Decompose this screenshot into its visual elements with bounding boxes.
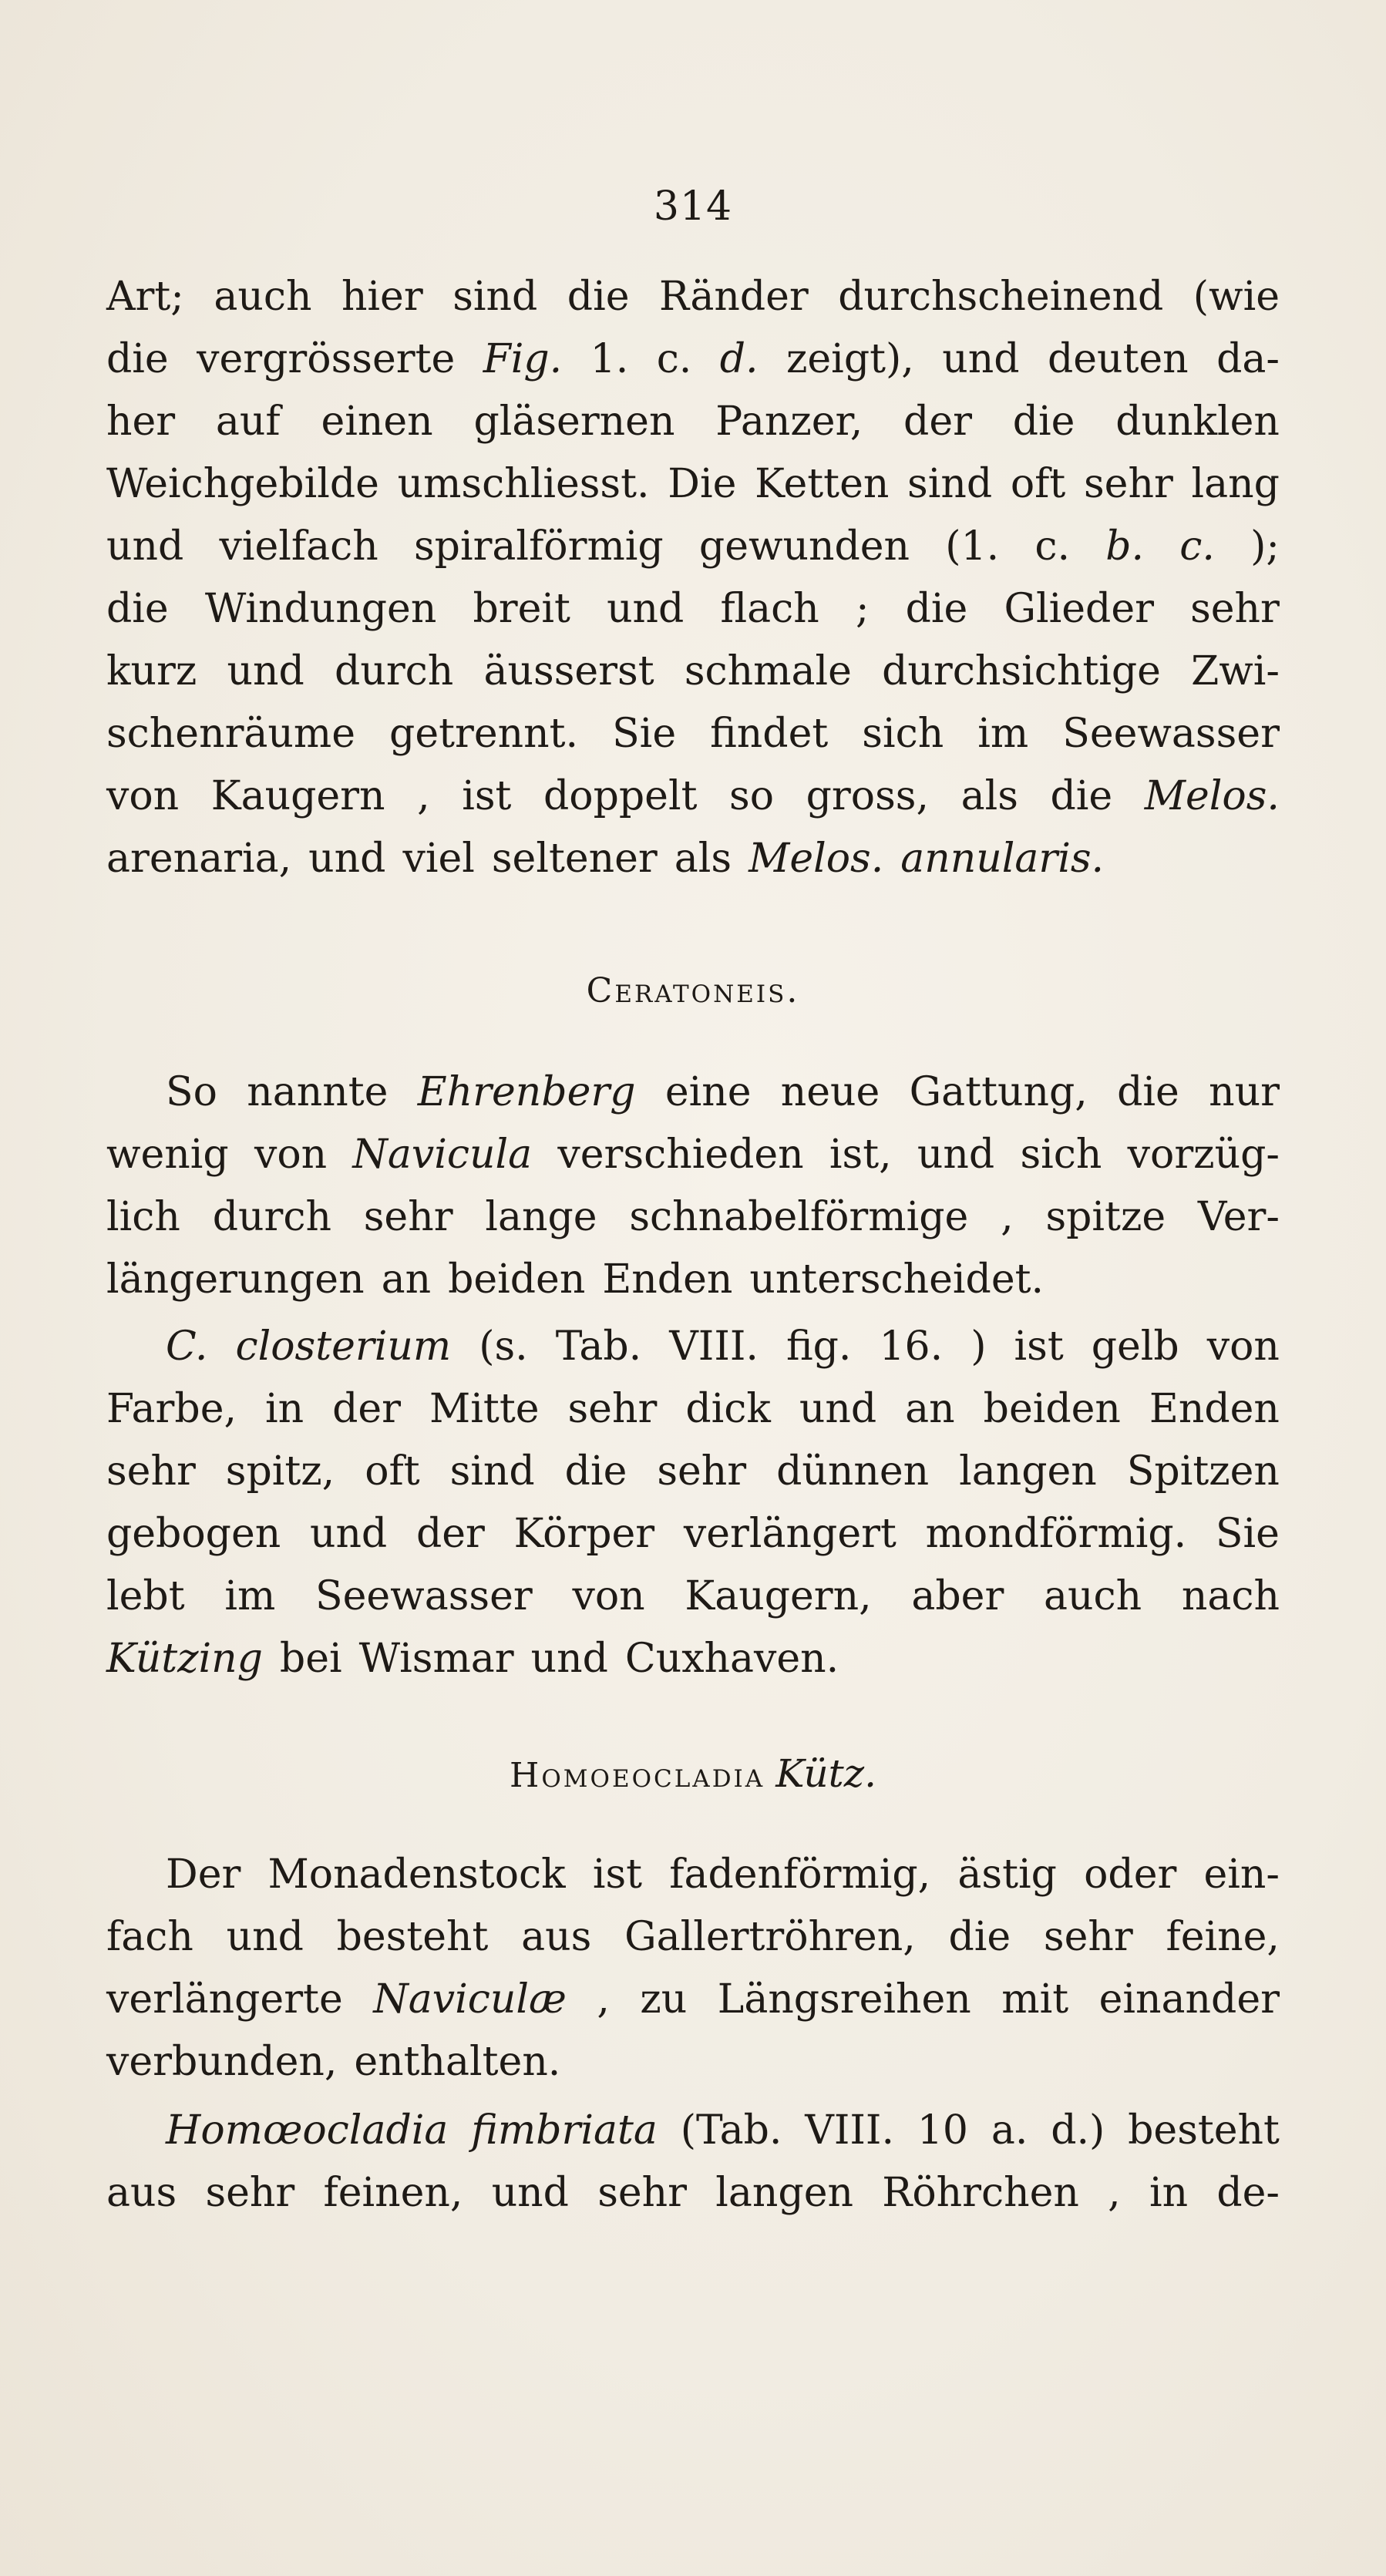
word: oder: [1084, 1851, 1177, 1898]
word: annularis.: [900, 836, 1105, 882]
word: sind: [907, 461, 993, 507]
word: die: [905, 586, 968, 632]
text-line: [106, 1124, 1280, 1186]
word: Glieder: [1004, 586, 1154, 632]
word: sehr: [106, 1448, 196, 1495]
word: gebogen: [106, 1511, 281, 1557]
word: Seewasser: [1062, 711, 1280, 757]
word: sehr: [205, 2170, 295, 2216]
word: und: [308, 836, 386, 882]
word: an: [905, 1386, 955, 1432]
word: schnabelförmige: [629, 1194, 969, 1240]
word: sich: [1020, 1132, 1102, 1178]
word: sehr: [363, 1194, 453, 1240]
word: der: [415, 1511, 485, 1557]
word: feine,: [1166, 1914, 1280, 1960]
word: de-: [1216, 2170, 1280, 2216]
word: ist: [592, 1851, 643, 1898]
word: an: [381, 1256, 432, 1303]
word: Ränder: [659, 274, 809, 320]
word: die: [106, 586, 169, 632]
word: als: [674, 836, 732, 882]
word: c.: [656, 336, 692, 382]
word: zu: [640, 1976, 688, 2023]
word: Windungen: [204, 586, 437, 632]
word: kurz: [106, 648, 197, 694]
paragraph-ceratoneis-intro: [106, 1061, 1280, 1311]
section-heading-ceratoneis: [0, 971, 1386, 1011]
word: ist: [1014, 1323, 1064, 1370]
word: (wie: [1193, 274, 1280, 320]
word: oft: [1010, 461, 1066, 507]
word: und: [917, 1132, 995, 1178]
text-line: [106, 453, 1280, 516]
heading-author: Kütz.: [775, 1751, 876, 1796]
word: Zwi-: [1191, 648, 1280, 694]
word: besteht: [336, 1914, 489, 1960]
word: und: [106, 523, 184, 570]
text-line: [106, 1441, 1280, 1503]
word: da-: [1216, 336, 1280, 382]
word: verlängerte: [106, 1976, 343, 2023]
word: sehr: [597, 2170, 688, 2216]
word: ,: [1001, 1194, 1014, 1240]
word: Spitzen: [1126, 1448, 1280, 1495]
paragraph-closterium: [106, 1316, 1280, 1690]
word: Art;: [106, 274, 184, 320]
word: wenig: [106, 1132, 229, 1178]
text-line: [106, 328, 1280, 391]
word: Die: [668, 461, 737, 507]
text-line: [106, 391, 1280, 453]
word: die: [1012, 399, 1075, 445]
word: und: [607, 586, 685, 632]
word: Monadenstock: [267, 1851, 566, 1898]
word: lange: [485, 1194, 597, 1240]
word: Röhrchen: [882, 2170, 1079, 2216]
word: lich: [106, 1194, 180, 1240]
word: fimbriata: [471, 2107, 658, 2154]
word: Kaugern,: [685, 1573, 872, 1619]
word: gross,: [806, 773, 929, 819]
word: nur: [1209, 1069, 1280, 1115]
paragraph-art: [106, 266, 1280, 890]
word: von: [106, 773, 180, 819]
word: feinen,: [323, 2170, 463, 2216]
word: 10: [917, 2107, 969, 2154]
word: ;: [855, 586, 870, 632]
word: Weichgebilde: [106, 461, 379, 507]
word: äusserst: [483, 648, 654, 694]
word: die: [567, 274, 630, 320]
paragraph-homoeocladia-intro: [106, 1844, 1280, 2093]
word: VIII.: [805, 2107, 895, 2154]
word: sehr: [1043, 1914, 1133, 1960]
text-line: [106, 578, 1280, 641]
word: sehr: [1084, 461, 1173, 507]
word: von: [1206, 1323, 1280, 1370]
word: aus: [521, 1914, 592, 1960]
word: d.): [1051, 2107, 1105, 2154]
word: und: [491, 2170, 569, 2216]
word: verlängert: [683, 1511, 897, 1557]
word: Mitte: [429, 1386, 540, 1432]
word: (1.: [945, 523, 1000, 570]
text-line: [106, 1316, 1280, 1378]
word: ästig: [957, 1851, 1057, 1898]
word: die: [948, 1914, 1011, 1960]
word: 1.: [590, 336, 629, 382]
word: Gattung,: [909, 1069, 1088, 1115]
word: verbunden,: [106, 2039, 338, 2085]
word: her: [106, 399, 176, 445]
word: gelb: [1091, 1323, 1179, 1370]
word: ,: [417, 773, 430, 819]
word: der: [903, 399, 972, 445]
text-line: [106, 1844, 1280, 1906]
heading-text: Homoeocladia: [510, 1756, 765, 1795]
word: einen: [321, 399, 433, 445]
word: mondförmig.: [925, 1511, 1187, 1557]
text-line: [106, 1503, 1280, 1565]
word: eine: [664, 1069, 752, 1115]
text-line: [106, 828, 1280, 890]
paragraph-fimbriata: [106, 2100, 1280, 2225]
word: durch: [212, 1194, 331, 1240]
text-line: [106, 1186, 1280, 1249]
word: Längsreihen: [717, 1976, 971, 2023]
word: die: [1117, 1069, 1179, 1115]
word: schenräume: [106, 711, 355, 757]
text-line: [106, 1378, 1280, 1441]
word: neue: [780, 1069, 880, 1115]
word: nannte: [247, 1069, 389, 1115]
word: ein-: [1203, 1851, 1280, 1898]
word: sehr: [567, 1386, 658, 1432]
word: seltener: [491, 836, 658, 882]
text-line: [106, 641, 1280, 703]
word: Ehrenberg: [417, 1069, 636, 1115]
word: Gallertröhren,: [624, 1914, 916, 1960]
word: umschliesst.: [397, 461, 650, 507]
word: Panzer,: [715, 399, 863, 445]
word: breit: [473, 586, 570, 632]
word: auf: [215, 399, 281, 445]
word: spiralförmig: [413, 523, 664, 570]
word: im: [224, 1573, 276, 1619]
word: durchsichtige: [882, 648, 1161, 694]
word: und: [226, 1914, 304, 1960]
word: einander: [1098, 1976, 1280, 2023]
word: So: [166, 1069, 217, 1115]
word: Tab.: [555, 1323, 642, 1370]
word: doppelt: [543, 773, 698, 819]
word: flach: [720, 586, 819, 632]
word: Farbe,: [106, 1386, 237, 1432]
word: oft: [365, 1448, 420, 1495]
word: a.: [991, 2107, 1028, 2154]
word: bei: [279, 1636, 342, 1682]
text-line: [106, 516, 1280, 578]
word: vielfach: [219, 523, 378, 570]
word: fig.: [786, 1323, 852, 1370]
section-heading-homoeocladia: [0, 1751, 1386, 1796]
word: aus: [106, 2170, 177, 2216]
word: Wismar: [358, 1636, 514, 1682]
word: sind: [449, 1448, 535, 1495]
text-line: [106, 2031, 1280, 2093]
word: Ketten: [755, 461, 890, 507]
word: aber: [911, 1573, 1004, 1619]
word: getrennt.: [389, 711, 579, 757]
word: von: [572, 1573, 645, 1619]
word: der: [332, 1386, 402, 1432]
word: Sie: [1215, 1511, 1280, 1557]
word: Enden: [1149, 1386, 1280, 1432]
word: Melos.: [749, 836, 884, 882]
word: durch: [335, 648, 454, 694]
text-line: [106, 1906, 1280, 1969]
word: Sie: [612, 711, 677, 757]
word: c.: [1034, 523, 1070, 570]
word: ist: [462, 773, 512, 819]
word: Seewasser: [315, 1573, 533, 1619]
word: Naviculæ: [373, 1976, 567, 2023]
word: b.: [1105, 523, 1145, 570]
word: Fig.: [483, 336, 563, 382]
word: von: [254, 1132, 328, 1178]
word: d.: [719, 336, 759, 382]
word: );: [1250, 523, 1280, 570]
word: sehr: [657, 1448, 747, 1495]
word: Ver-: [1197, 1194, 1280, 1240]
word: sehr: [1190, 586, 1280, 632]
word: vorzüg-: [1127, 1132, 1280, 1178]
word: ,: [1108, 2170, 1121, 2216]
word: als: [960, 773, 1018, 819]
word: (s.: [479, 1323, 528, 1370]
word: so: [729, 773, 775, 819]
word: auch: [214, 274, 312, 320]
word: fach: [106, 1914, 193, 1960]
text-line: [106, 765, 1280, 828]
word: zeigt),: [786, 336, 914, 382]
word: spitze: [1045, 1194, 1166, 1240]
word: in: [265, 1386, 304, 1432]
word: Enden: [602, 1256, 733, 1303]
word: in: [1149, 2170, 1189, 2216]
word: sind: [452, 274, 538, 320]
page-number: 314: [653, 183, 733, 230]
word: die: [564, 1448, 627, 1495]
word: dünnen: [776, 1448, 930, 1495]
text-line: [106, 2100, 1280, 2162]
word: deuten: [1047, 336, 1189, 382]
word: und: [530, 1636, 608, 1682]
text-line: [106, 1249, 1280, 1311]
word: und: [799, 1386, 877, 1432]
word: sich: [862, 711, 944, 757]
word: Homœocladia: [166, 2107, 449, 2154]
word: c.: [1179, 523, 1215, 570]
word: closterium: [235, 1323, 452, 1370]
word: im: [977, 711, 1029, 757]
word: vergrösserte: [197, 336, 456, 382]
word: lebt: [106, 1573, 185, 1619]
text-line: [106, 1565, 1280, 1628]
word: auch: [1044, 1573, 1142, 1619]
word: durchscheinend: [838, 274, 1164, 320]
word: Melos.: [1144, 773, 1280, 819]
word: Körper: [513, 1511, 655, 1557]
word: Cuxhaven.: [624, 1636, 839, 1682]
word: findet: [710, 711, 829, 757]
word: dunklen: [1115, 399, 1280, 445]
word: Kützing: [106, 1636, 263, 1682]
word: 16.: [879, 1323, 944, 1370]
word: nach: [1181, 1573, 1280, 1619]
word: gläsernen: [473, 399, 675, 445]
word: spitz,: [225, 1448, 335, 1495]
word: gewunden: [698, 523, 910, 570]
word: und: [309, 1511, 388, 1557]
text-line: [106, 266, 1280, 328]
word: langen: [959, 1448, 1097, 1495]
word: langen: [715, 2170, 853, 2216]
word: fadenförmig,: [669, 1851, 931, 1898]
word: besteht: [1128, 2107, 1280, 2154]
text-line: [106, 703, 1280, 765]
text-line: [106, 1628, 1280, 1690]
word: lang: [1191, 461, 1280, 507]
word: die: [1050, 773, 1113, 819]
word: verschieden: [557, 1132, 804, 1178]
word: und: [227, 648, 304, 694]
word: ,: [597, 1976, 610, 2023]
word: beiden: [448, 1256, 586, 1303]
word: C.: [166, 1323, 208, 1370]
heading-text: Ceratoneis.: [586, 971, 800, 1011]
word: die: [106, 336, 169, 382]
word: und: [942, 336, 1020, 382]
word: mit: [1001, 1976, 1069, 2023]
word: schmale: [684, 648, 852, 694]
word: enthalten.: [354, 2039, 561, 2085]
word: Kaugern: [210, 773, 385, 819]
word: ): [971, 1323, 987, 1370]
word: hier: [341, 274, 423, 320]
word: längerungen: [106, 1256, 365, 1303]
word: Navicula: [352, 1132, 533, 1178]
word: beiden: [983, 1386, 1121, 1432]
word: dick: [685, 1386, 771, 1432]
text-line: [106, 1969, 1280, 2031]
word: unterscheidet.: [749, 1256, 1045, 1303]
word: viel: [402, 836, 475, 882]
word: Der: [166, 1851, 241, 1898]
word: VIII.: [669, 1323, 759, 1370]
word: arenaria,: [106, 836, 292, 882]
text-line: [106, 1061, 1280, 1124]
word: ist,: [829, 1132, 892, 1178]
text-line: [106, 2162, 1280, 2225]
word: (Tab.: [680, 2107, 782, 2154]
